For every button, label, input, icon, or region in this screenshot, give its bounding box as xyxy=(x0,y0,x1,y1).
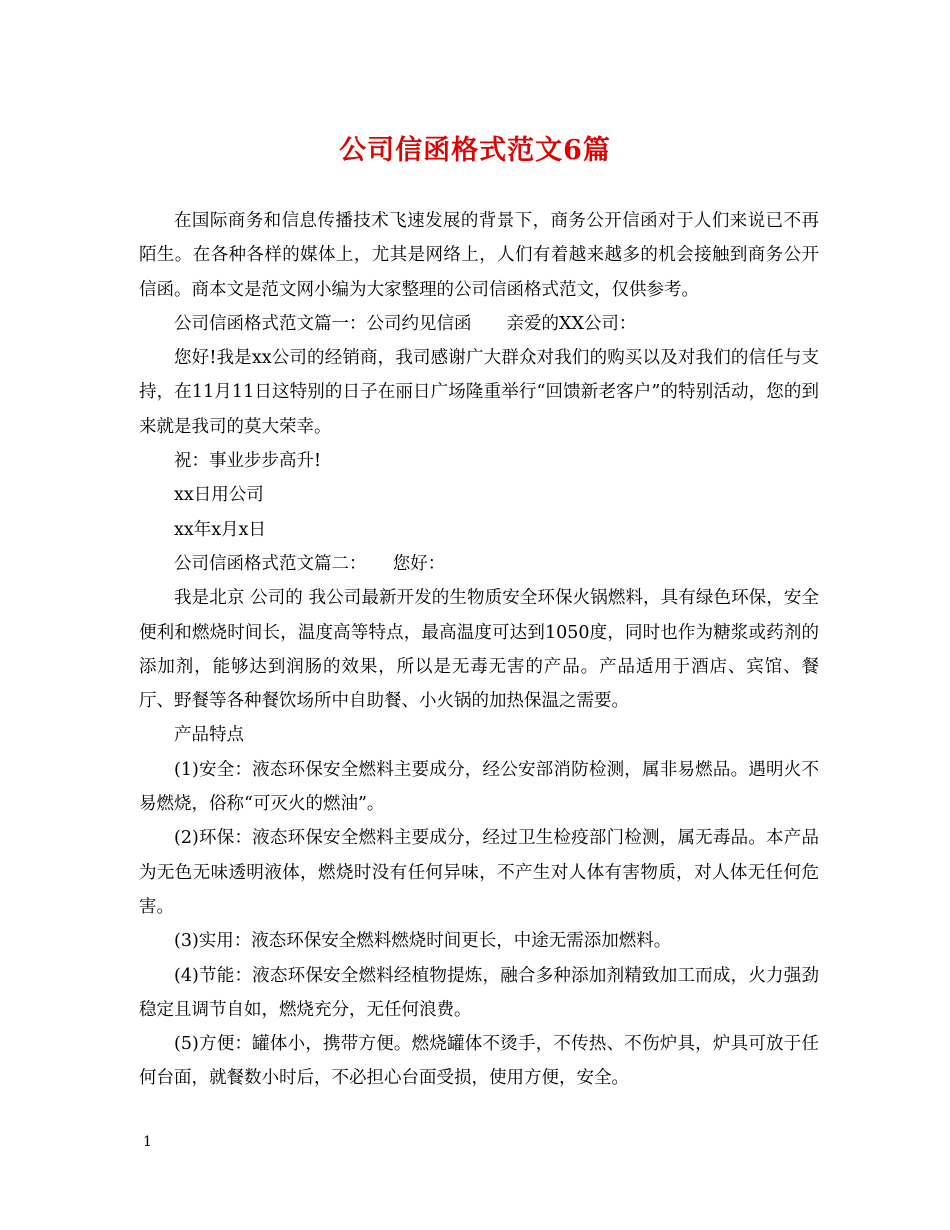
document-body xyxy=(139,204,819,1096)
paragraph-closing-wish: 祝：事业步步高升! xyxy=(174,451,322,472)
page-number: 1 xyxy=(143,1134,152,1150)
paragraph-signature-company: xx日用公司 xyxy=(174,485,264,506)
paragraph-feature-energy: (4)节能：液态环保安全燃料经植物提炼，融合多种添加剂精致加工而成，火力强劲稳定且调节自如，燃烧充分，无任何浪费。 xyxy=(139,965,819,1020)
document-title: 公司信函格式范文6篇 xyxy=(339,135,611,166)
paragraph-letter-one-body: 您好!我是xx公司的经销商，我司感谢广大群众对我们的购买以及对我们的信任与支持，在11月11日这特别的日子在丽日广场隆重举行“回馈新老客户”的特别活动，您的到来就是我司的莫大荣幸。 xyxy=(139,348,819,437)
paragraph-intro: 在国际商务和信息传播技术飞速发展的背景下，商务公开信函对于人们来说已不再陌生。在各种各样的媒体上，尤其是网络上，人们有着越来越多的机会接触到商务公开信函。商本文是范文网小编为大家整理的公司信函格式范文，仅供参考。 xyxy=(139,211,819,300)
paragraph-feature-environment: (2)环保：液态环保安全燃料主要成分，经过卫生检疫部门检测，属无毒品。本产品为无色无味透明液体，燃烧时没有任何异味，不产生对人体有害物质，对人体无任何危害。 xyxy=(139,828,819,917)
paragraph-feature-safety: (1)安全：液态环保安全燃料主要成分，经公安部消防检测，属非易燃品。遇明火不易燃烧，俗称“可灭火的燃油”。 xyxy=(139,759,819,815)
paragraph-letter-one-heading: 公司信函格式范文篇一：公司约见信函 亲爱的XX公司： xyxy=(174,313,637,334)
paragraph-letter-two-heading: 公司信函格式范文篇二： 您好： xyxy=(174,553,446,574)
paragraph-feature-practical: (3)实用：液态环保安全燃料燃烧时间更长，中途无需添加燃料。 xyxy=(174,931,672,952)
paragraph-feature-convenience: (5)方便：罐体小，携带方便。燃烧罐体不烫手，不传热、不伤炉具，炉具可放于任何台面，就餐数小时后，不必担心台面受损，使用方便，安全。 xyxy=(139,1034,819,1089)
paragraph-features-heading: 产品特点 xyxy=(174,725,244,746)
paragraph-signature-date: xx年x月x日 xyxy=(174,519,266,540)
paragraph-letter-two-body: 我是北京 公司的 我公司最新开发的生物质安全环保火锅燃料，具有绿色环保，安全便利和燃烧时间长，温度高等特点，最高温度可达到1050度，同时也作为糖浆或药剂的添加剂，能够达到润肠的效果，所以是无毒无害的产品。产品适用于酒店、宾馆、餐厅、野餐等各种餐饮场所中自助餐、小火锅的加热保温之需要。 xyxy=(139,588,819,712)
